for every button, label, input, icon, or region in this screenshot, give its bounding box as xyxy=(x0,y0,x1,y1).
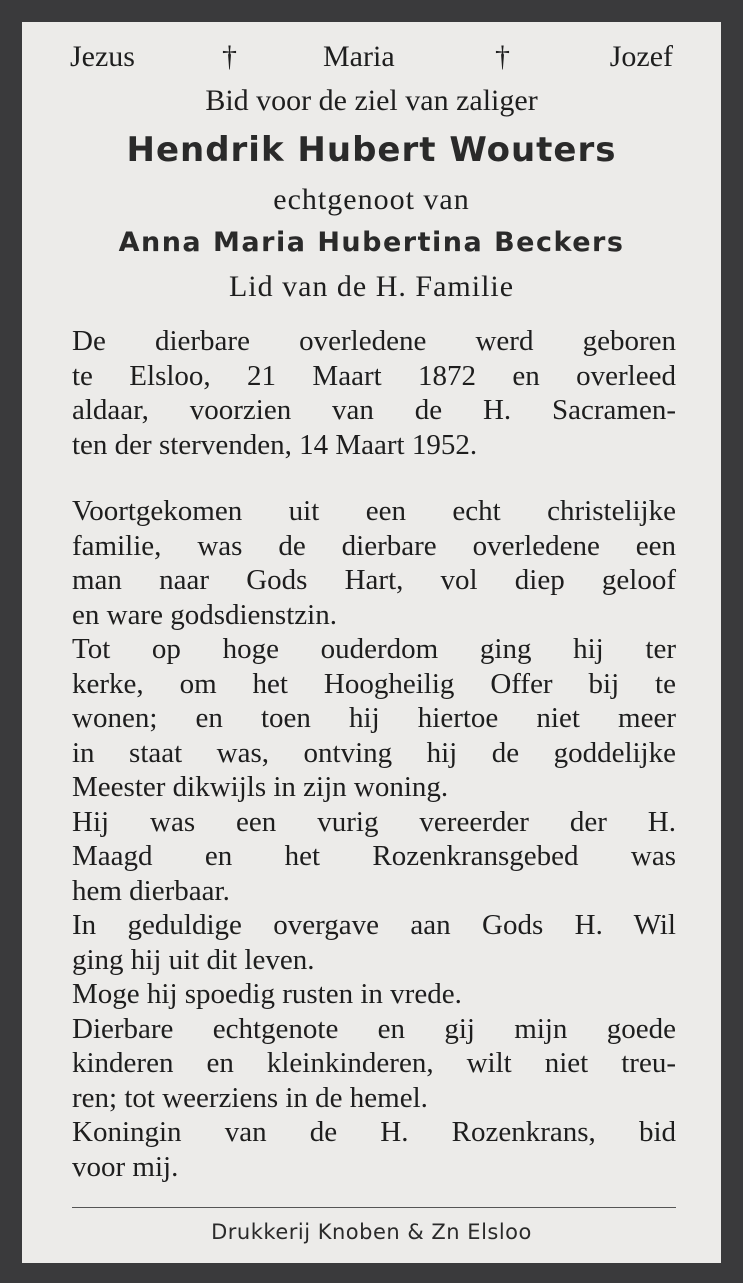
paragraph-line: ren; tot weerziens in de hemel. xyxy=(72,1081,428,1114)
paragraph-line: Koningin van de H. Rozenkrans, bid xyxy=(72,1116,676,1148)
paragraph-line: Moge hij spoedig rusten in vrede. xyxy=(72,978,462,1010)
paragraph-line: In geduldige overgave aan Gods H. Wil xyxy=(72,909,676,941)
tribute-paragraph xyxy=(72,494,676,1184)
paragraph-line: hem dierbaar. xyxy=(72,874,230,907)
paragraph-line: in staat was, ontving hij de goddelijke xyxy=(72,736,676,769)
paragraph-line: aldaar, voorzien van de H. Sacramen- xyxy=(72,394,676,426)
invocation-maria: Maria xyxy=(323,40,395,73)
paragraph-line: Hij was een vurig vereerder der H. xyxy=(72,805,676,838)
paragraph-line: ten der stervenden, 14 Maart 1952. xyxy=(72,428,478,461)
paragraph-line: Dierbare echtgenote en gij mijn goede xyxy=(72,1012,676,1045)
spouse-name: Anna Maria Hubertina Beckers xyxy=(118,227,625,258)
invocation-jezus: Jezus xyxy=(70,40,135,73)
paragraph-line: Voortgekomen uit een echt christelijke xyxy=(72,495,676,527)
cross-icon: † xyxy=(495,40,510,73)
membership-line: Lid van de H. Familie xyxy=(228,270,515,303)
prayer-request: Bid voor de ziel van zaliger xyxy=(205,84,538,117)
paragraph-line: voor mij. xyxy=(72,1150,179,1183)
paragraph-line: ging hij uit dit leven. xyxy=(72,943,315,976)
paragraph-line: Maagd en het Rozenkransgebed was xyxy=(72,840,676,872)
printer-divider xyxy=(72,1207,676,1208)
paragraph-line: Meester dikwijls in zijn woning. xyxy=(72,771,449,803)
paragraph-line: kerke, om het Hoogheilig Offer bij te xyxy=(72,667,676,700)
paragraph-line: De dierbare overledene werd geboren xyxy=(72,325,676,357)
paragraph-line: wonen; en toen hij hiertoe niet meer xyxy=(72,702,676,734)
paragraph-line: en ware godsdienstzin. xyxy=(72,598,337,631)
paragraph-line: man naar Gods Hart, vol diep geloof xyxy=(72,564,676,596)
birth-death-paragraph xyxy=(72,324,676,462)
printer-credit: Drukkerij Knoben & Zn Elsloo xyxy=(211,1220,532,1244)
invocation-line xyxy=(70,40,673,80)
deceased-name: Hendrik Hubert Wouters xyxy=(126,130,617,170)
spouse-intro: echtgenoot van xyxy=(273,183,470,216)
paragraph-line: kinderen en kleinkinderen, wilt niet treu- xyxy=(72,1047,676,1079)
paragraph-line: te Elsloo, 21 Maart 1872 en overleed xyxy=(72,359,676,392)
paragraph-line: Tot op hoge ouderdom ging hij ter xyxy=(72,633,676,665)
invocation-jozef: Jozef xyxy=(609,40,673,73)
cross-icon: † xyxy=(222,40,237,73)
paragraph-line: familie, was de dierbare overledene een xyxy=(72,529,676,562)
